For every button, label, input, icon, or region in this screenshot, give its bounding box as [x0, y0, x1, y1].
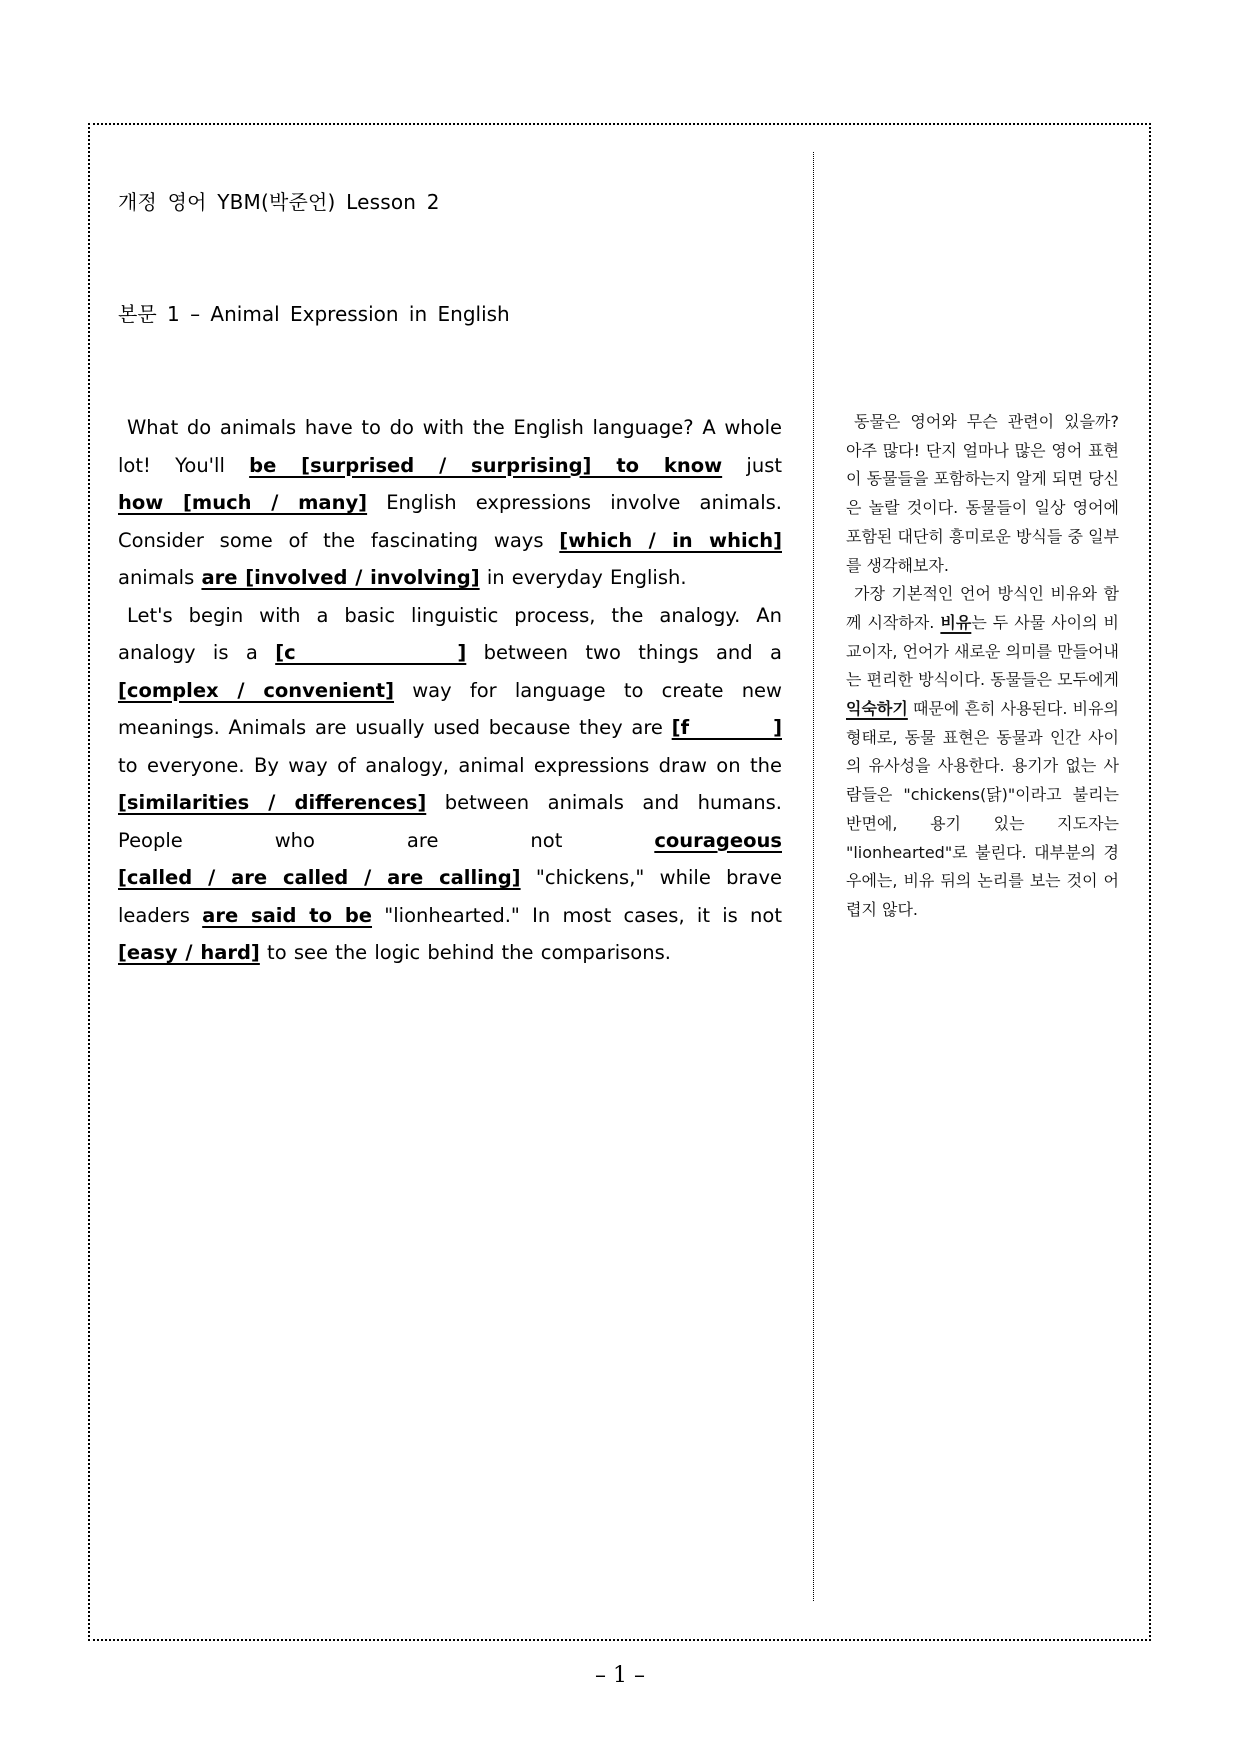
- korean-paragraph-1: 동물은 영어와 무슨 관련이 있을까? 아주 많다! 단지 얼마나 많은 영어 표현이 동물들을 포함하는지 알게 되면 당신은 놀랄 것이다. 동물들이 일상 영어에 포함된 대단히 흥미로운 방식들 중 일부를 생각해보자.: [846, 412, 1119, 575]
- text: 는 두 사물 사이의 비교이자, 언어가 새로운 의미를 만들어내는 편리한 방식이다. 동물들은 모두에게: [846, 612, 1119, 690]
- column-divider: [813, 152, 814, 1601]
- text: just: [722, 453, 782, 477]
- key-phrase: are said to be: [202, 903, 373, 927]
- text: 때문에 흔히 사용된다. 비유의 형태로, 동물 표현은 동물과 인간 사이의 유사성을 사용한다. 용기가 없는 사람들은 "chickens(닭)"이라고 불리는 반면에, 용기 있는 지도자는 "lionhearted"로 불린다. 대부분의 경우에는, 비유 뒤의 논리를 보는 것이 어렵지 않다.: [846, 699, 1119, 919]
- section-title: 본문 1 – Animal Expression in English: [118, 302, 510, 326]
- text: English expressions involve animals. Consider some of the fascinating ways: [118, 491, 782, 552]
- page-number: – 1 –: [595, 1663, 645, 1688]
- text: way for language to create new meanings. Animals are usually used because they are: [118, 678, 783, 739]
- document-title: 개정 영어 YBM(박준언) Lesson 2: [118, 190, 440, 214]
- text: "lionhearted." In most cases, it is not: [372, 903, 782, 927]
- grammar-choice: [called / are called / are calling]: [118, 866, 521, 889]
- grammar-choice: how [much / many]: [118, 491, 368, 514]
- fill-in-blank: [c ]: [275, 641, 467, 664]
- text: between two things and a: [466, 641, 782, 664]
- grammar-choice: be [surprised / surprising] to know: [249, 453, 723, 477]
- text: Let's begin with a basic linguistic process, the analogy. An analogy is a: [118, 603, 782, 664]
- english-passage: [118, 409, 782, 972]
- text: animals: [118, 566, 202, 589]
- grammar-choice: [which / in which]: [559, 528, 782, 552]
- word-choice: [easy / hard]: [118, 941, 260, 964]
- text: to everyone. By way of analogy, animal expressions draw on the: [118, 753, 782, 777]
- text: between animals and humans. People who are not: [118, 791, 782, 852]
- korean-translation: [846, 408, 1119, 925]
- text: "chickens," while brave leaders: [118, 866, 782, 927]
- word-choice: [complex / convenient]: [118, 678, 395, 702]
- text: to see the logic behind the comparisons.: [259, 941, 671, 964]
- text: What do animals have to do with the English language? A whole lot! You'll: [118, 416, 782, 477]
- english-paragraph-1: [118, 409, 782, 597]
- english-paragraph-2: [118, 597, 782, 972]
- text: 가장 기본적인 언어 방식인 비유와 함께 시작하자.: [846, 584, 1119, 632]
- grammar-choice: are [involved / involving]: [201, 566, 480, 589]
- key-word: courageous: [654, 828, 782, 852]
- key-term: 비유: [940, 612, 972, 632]
- fill-in-blank: [f ]: [671, 716, 782, 739]
- word-choice: [similarities / differences]: [118, 791, 427, 814]
- key-term: 익숙하기: [846, 699, 908, 719]
- korean-paragraph-2: [846, 580, 1119, 924]
- text: in everyday English.: [479, 566, 687, 589]
